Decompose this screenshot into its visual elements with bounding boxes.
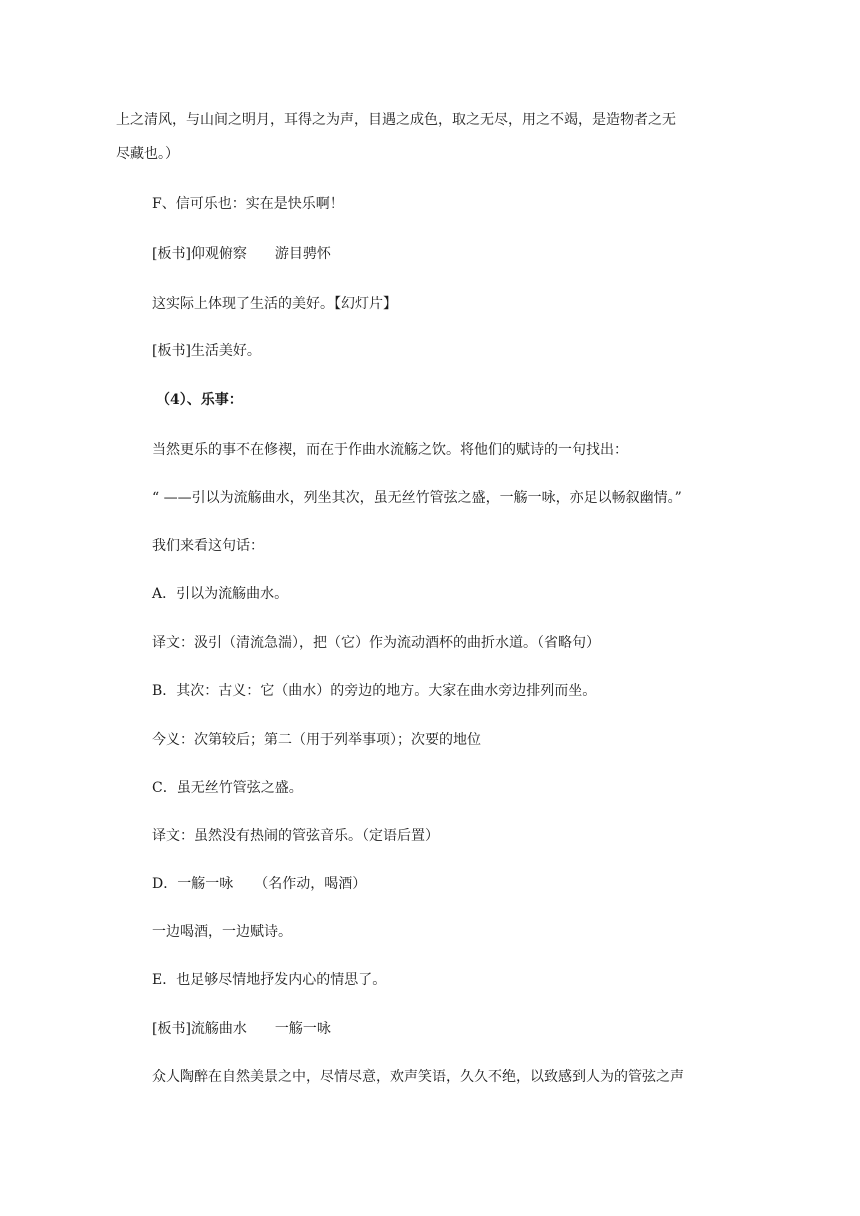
board-note-3: [板书]流觞曲水 一觞一咏 [152,1021,331,1037]
translation-c: 译文：虽然没有热闹的管弦音乐。（定语后置） [152,828,439,844]
text-line-21: 众人陶醉在自然美景之中，尽情尽意，欢声笑语，久久不绝，以致感到人为的管弦之声 [152,1069,684,1085]
modern-meaning-b: 今义：次第较后；第二（用于列举事项）；次要的地位 [152,732,481,748]
translation-d: 一边喝酒，一边赋诗。 [152,924,292,940]
item-b: B．其次：古义：它（曲水）的旁边的地方。大家在曲水旁边排列而坐。 [152,683,597,699]
item-c: C．虽无丝竹管弦之盛。 [152,780,303,796]
quote-line: “ ——引以为流觞曲水，列坐其次，虽无丝竹管弦之盛，一觞一咏，亦足以畅叙幽情。” [152,490,682,506]
text-line-1: 上之清风，与山间之明月，耳得之为声，目遇之成色，取之无尽，用之不竭，是造物者之无 [116,112,676,128]
item-a: A．引以为流觞曲水。 [152,586,289,602]
item-d: D．一觞一咏 （名作动，喝酒） [152,876,367,892]
board-note-1: [板书]仰观俯察 游目骋怀 [152,246,331,262]
board-note-2: [板书]生活美好。 [152,343,261,359]
text-line-5: 这实际上体现了生活的美好。【幻灯片】 [152,296,397,312]
item-e: E．也足够尽情地抒发内心的情思了。 [152,972,387,988]
text-line-10: 我们来看这句话： [152,538,264,554]
section-heading: （4）、乐事： [156,392,243,408]
translation-a: 译文：汲引（清流急湍），把（它）作为流动酒杯的曲折水道。（省略句） [152,635,600,651]
text-line-8: 当然更乐的事不在修禊，而在于作曲水流觞之饮。将他们的赋诗的一句找出： [152,442,628,458]
text-line-2: 尽藏也。） [116,146,179,162]
text-line-3: F、信可乐也：实在是快乐啊！ [152,196,344,212]
